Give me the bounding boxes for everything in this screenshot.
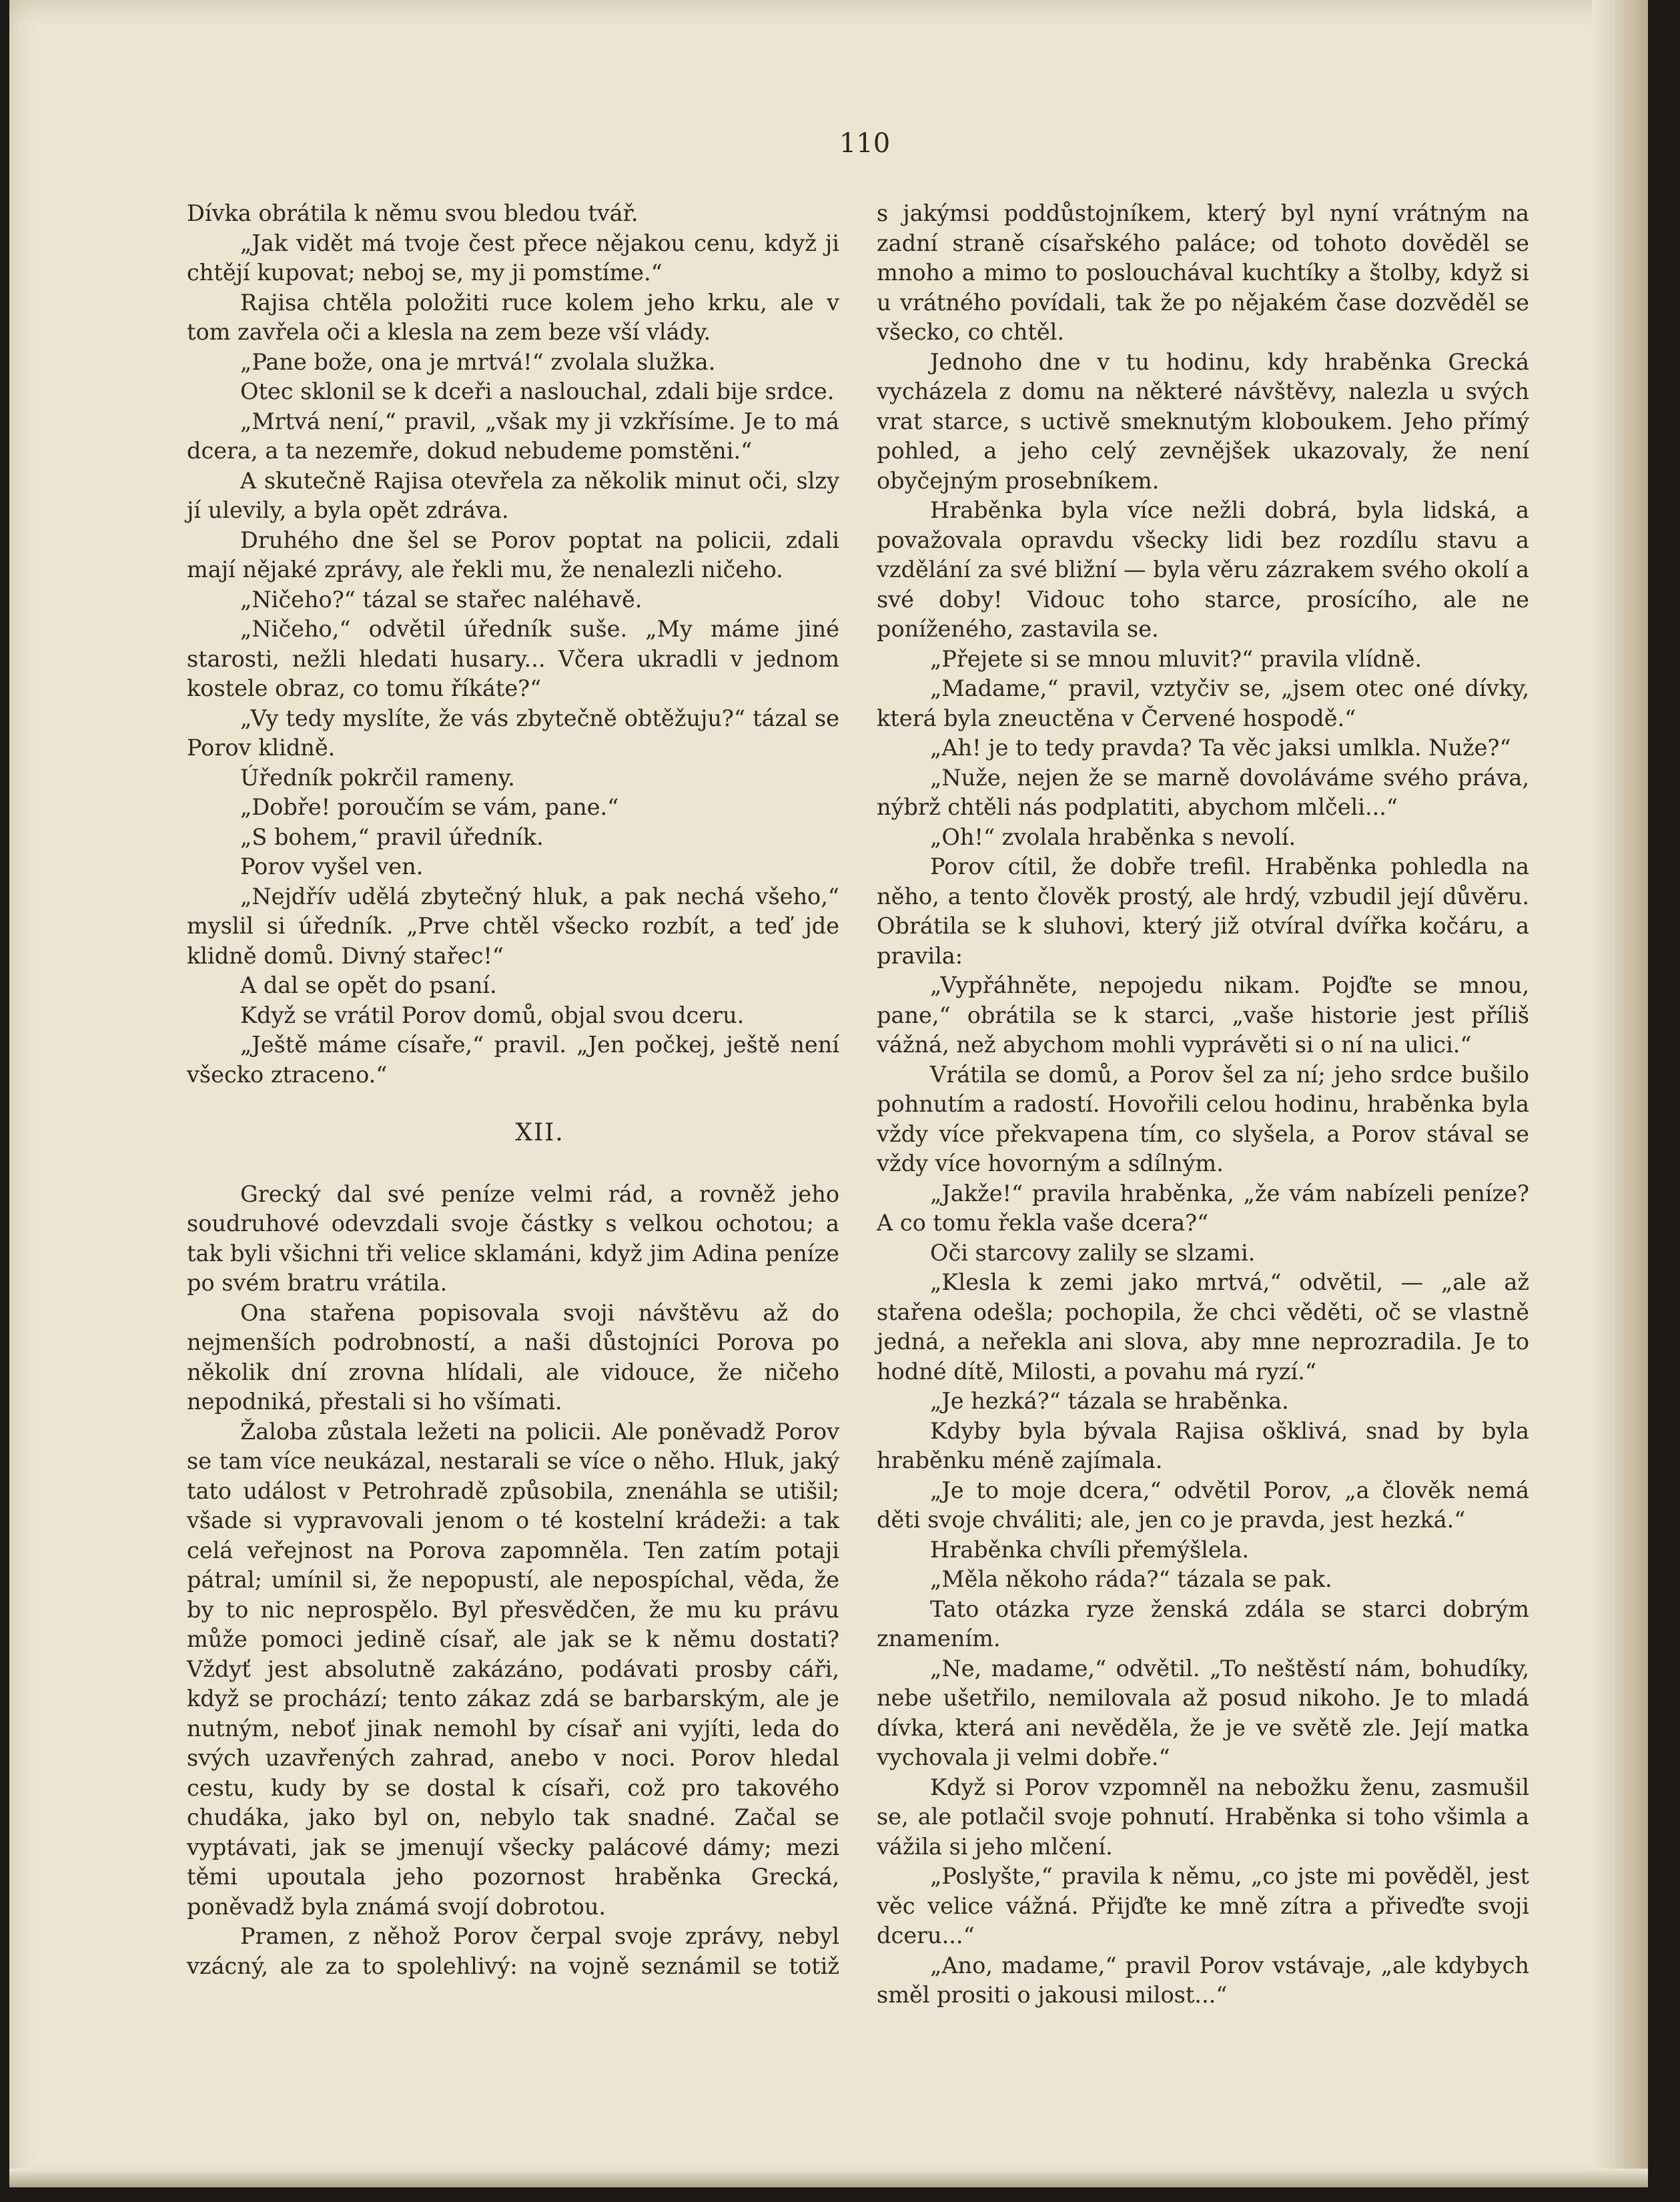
paragraph: Druhého dne šel se Porov poptat na policii, zdali mají nějaké zprávy, ale řekli mu, že nenalezli ničeho. (187, 526, 839, 583)
paragraph: „Vy tedy myslíte, že vás zbytečně obtěžuju?“ tázal se Porov klidně. (187, 705, 839, 761)
paragraph: „Je to moje dcera,“ odvětil Porov, „a člověk nemá děti svoje chváliti; ale, jen co je pravda, jest hezká.“ (877, 1477, 1529, 1533)
paragraph: Kdyby byla bývala Rajisa ošklivá, snad by byla hraběnku méně zajímala. (877, 1417, 1529, 1473)
paragraph: Ona stařena popisovala svoji návštěvu až do nejmenších podrobností, a naši důstojníci Porova po několik dní zrovna hlídali, ale vidouce, že ničeho nepodniká, přestali si ho všímati. (187, 1299, 839, 1415)
page-bottom-edge (9, 2169, 1648, 2187)
paragraph: Tato otázka ryze ženská zdála se starci dobrým znamením. (877, 1595, 1529, 1652)
paragraph: Hraběnka byla více nežli dobrá, byla lidská, a považovala opravdu všecky lidi bez rozdílu stavu a vzdělání za své bližní — byla věru zázrakem svého okolí a své doby! Vidouc toho starce, prosícího, ale ne poníženého, zastavila se. (877, 497, 1529, 642)
right-column (877, 199, 1529, 2010)
paragraph: „Nuže, nejen že se marně dovoláváme svého práva, nýbrž chtěli nás podplatiti, abychom mlčeli...“ (877, 764, 1529, 820)
paragraph: „Přejete si se mnou mluvit?“ pravila vlídně. (930, 645, 1422, 672)
paragraph: „Je hezká?“ tázala se hraběnka. (930, 1388, 1289, 1414)
paragraph: „Madame,“ pravil, vztyčiv se, „jsem otec oné dívky, která byla zneuctěna v Červené hospodě.“ (877, 675, 1529, 731)
paragraph: Porov cítil, že dobře trefil. Hraběnka pohledla na něho, a tento člověk prostý, ale hrdý, vzbudil její důvěru. Obrátila se k sluhovi, který již otvíral dvířka kočáru, a pravila: (877, 853, 1529, 969)
page-number: 110 (839, 128, 891, 159)
paragraph: „Jakže!“ pravila hraběnka, „že vám nabízeli peníze? A co tomu řekla vaše dcera?“ (877, 1180, 1529, 1236)
paragraph: Otec sklonil se k dceři a naslouchal, zdali bije srdce. (240, 378, 835, 404)
paragraph: „Nejdřív udělá zbytečný hluk, a pak nechá všeho,“ myslil si úředník. „Prve chtěl všecko rozbít, a teď jde klidně domů. Divný stařec!“ (187, 883, 839, 969)
paragraph: Pramen, z něhož Porov čerpal svoje zprávy, nebyl vzácný, ale za to spolehlivý: na vojně seznámil se totiž (187, 1923, 839, 1979)
paragraph: Úředník pokrčil rameny. (240, 764, 515, 791)
paragraph: „Mrtvá není,“ pravil, „však my ji vzkřísíme. Je to má dcera, a ta nezemře, dokud nebudeme pomstěni.“ (187, 408, 839, 464)
left-column (187, 199, 839, 1981)
paragraph: Oči starcovy zalily se slzami. (930, 1239, 1256, 1266)
paragraph: „Pane bože, ona je mrtvá!“ zvolala služka. (240, 348, 716, 375)
paragraph: s jakýmsi poddůstojníkem, který byl nyní vrátným na zadní straně císařského paláce; od tohoto dověděl se mnoho a mimo to poslouchával kuchtíky a štolby, když si u vrátného povídali, tak že po nějakém čase dozvěděl se všecko, co chtěl. (877, 200, 1529, 345)
paragraph: „Jak vidět má tvoje čest přece nějakou cenu, když ji chtějí kupovat; neboj se, my ji pomstíme.“ (187, 230, 839, 286)
paragraph: Jednoho dne v tu hodinu, kdy hraběnka Grecká vycházela z domu na některé návštěvy, nalezla u svých vrat starce, s uctivě smeknutým kloboukem. Jeho přímý pohled, a jeho celý zevnějšek ukazovaly, že není obyčejným prosebníkem. (877, 348, 1529, 494)
paragraph: „Vypřáhněte, nepojedu nikam. Pojďte se mnou, pane,“ obrátila se k starci, „vaše historie jest příliš vážná, než abychom mohli vyprávěti si o ní na ulici.“ (877, 972, 1529, 1058)
paragraph: Vrátila se domů, a Porov šel za ní; jeho srdce bušilo pohnutím a radostí. Hovořili celou hodinu, hraběnka byla vždy více překvapena tím, co slyšela, a Porov stával se vždy více hovorným a sdílným. (877, 1061, 1529, 1176)
paragraph: „Dobře! poroučím se vám, pane.“ (240, 794, 619, 820)
paragraph: Grecký dal své peníze velmi rád, a rovněž jeho soudruhové odevzdali svoje částky s velkou ochotou; a tak byli všichni tři velice sklamáni, když jim Adina peníze po svém bratru vrátila. (187, 1180, 839, 1296)
paragraph: „Ještě máme císaře,“ pravil. „Jen počkej, ještě není všecko ztraceno.“ (187, 1032, 839, 1088)
paragraph: Hraběnka chvíli přemýšlela. (930, 1536, 1250, 1563)
paragraph: „S bohem,“ pravil úředník. (240, 823, 544, 850)
paragraph: Porov vyšel ven. (240, 853, 424, 879)
paragraph: Žaloba zůstala ležeti na policii. Ale poněvadž Porov se tam více neukázal, nestarali se více o něho. Hluk, jaký tato událost v Petrohradě způsobila, znenáhla se utišil; všade si vypravovali jenom o té kostelní krádeži: a tak celá veřejnost na Porova zapomněla. Ten zatím potaji pátral; umínil si, že nepopustí, ale nepospíchal, věda, že by to nic neprospělo. Byl přesvědčen, že mu ku právu může pomoci jedině císař, ale jak se k němu dostati? Vždyť jest absolutně zakázáno, podávati prosby cáři, když se prochází; tento zákaz zdá se barbarským, ale je nutným, neboť jinak nemohl by císař ani vyjíti, leda do svých uzavřených zahrad, anebo v noci. Porov hledal cestu, kudy by se dostal k císaři, což pro takového chudáka, jako byl on, nebylo tak snadné. Začal se vyptávati, jak se jmenují všecky palácové dámy; mezi těmi upoutala jeho pozornost hraběnka Grecká, poněvadž byla známá svojí dobrotou. (187, 1418, 839, 1920)
chapter-heading: XII. (515, 1119, 564, 1146)
paragraph: „Ničeho?“ tázal se stařec naléhavě. (240, 586, 643, 613)
paragraph: „Ne, madame,“ odvětil. „To neštěstí nám, bohudíky, nebe ušetřilo, nemilovala až posud nikoho. Je to mladá dívka, která ani nevěděla, že je ve světě zle. Její matka vychovala ji velmi dobře.“ (877, 1655, 1529, 1770)
book-spine-shadow (1592, 0, 1648, 2187)
paragraph: „Klesla k zemi jako mrtvá,“ odvětil, — „ale až stařena odešla; pochopila, že chci věděti, oč se vlastně jedná, a neřekla ani slova, aby mne neprozradila. Je to hodné dítě, Milosti, a povahu má ryzí.“ (877, 1269, 1529, 1385)
paragraph: Rajisa chtěla položiti ruce kolem jeho krku, ale v tom zavřela oči a klesla na zem beze vší vlády. (187, 289, 839, 345)
paragraph: „Oh!“ zvolala hraběnka s nevolí. (930, 823, 1296, 850)
paragraph: Když si Porov vzpomněl na nebožku ženu, zasmušil se, ale potlačil svoje pohnutí. Hraběnka si toho všimla a vážila si jeho mlčení. (877, 1774, 1529, 1860)
paragraph: „Poslyšte,“ pravila k němu, „co jste mi pověděl, jest věc velice vážná. Přijďte ke mně zítra a přiveďte svoji dceru...“ (877, 1863, 1529, 1948)
paragraph: „Ah! je to tedy pravda? Ta věc jaksi umlkla. Nuže?“ (930, 735, 1511, 761)
paragraph: „Ano, madame,“ pravil Porov vstávaje, „ale kdybych směl prositi o jakousi milost...“ (877, 1952, 1529, 2008)
paragraph: Dívka obrátila k němu svou bledou tvář. (187, 200, 639, 226)
paragraph: „Měla někoho ráda?“ tázala se pak. (930, 1566, 1332, 1592)
paragraph: „Ničeho,“ odvětil úředník suše. „My máme jiné starosti, nežli hledati husary... Včera ukradli v jednom kostele obraz, co tomu říkáte?“ (187, 616, 839, 701)
book-page (9, 0, 1648, 2187)
paragraph: A skutečně Rajisa otevřela za několik minut oči, slzy jí ulevily, a byla opět zdráva. (187, 467, 839, 523)
paragraph: Když se vrátil Porov domů, objal svou dceru. (240, 1002, 745, 1028)
paragraph: A dal se opět do psaní. (240, 972, 497, 998)
